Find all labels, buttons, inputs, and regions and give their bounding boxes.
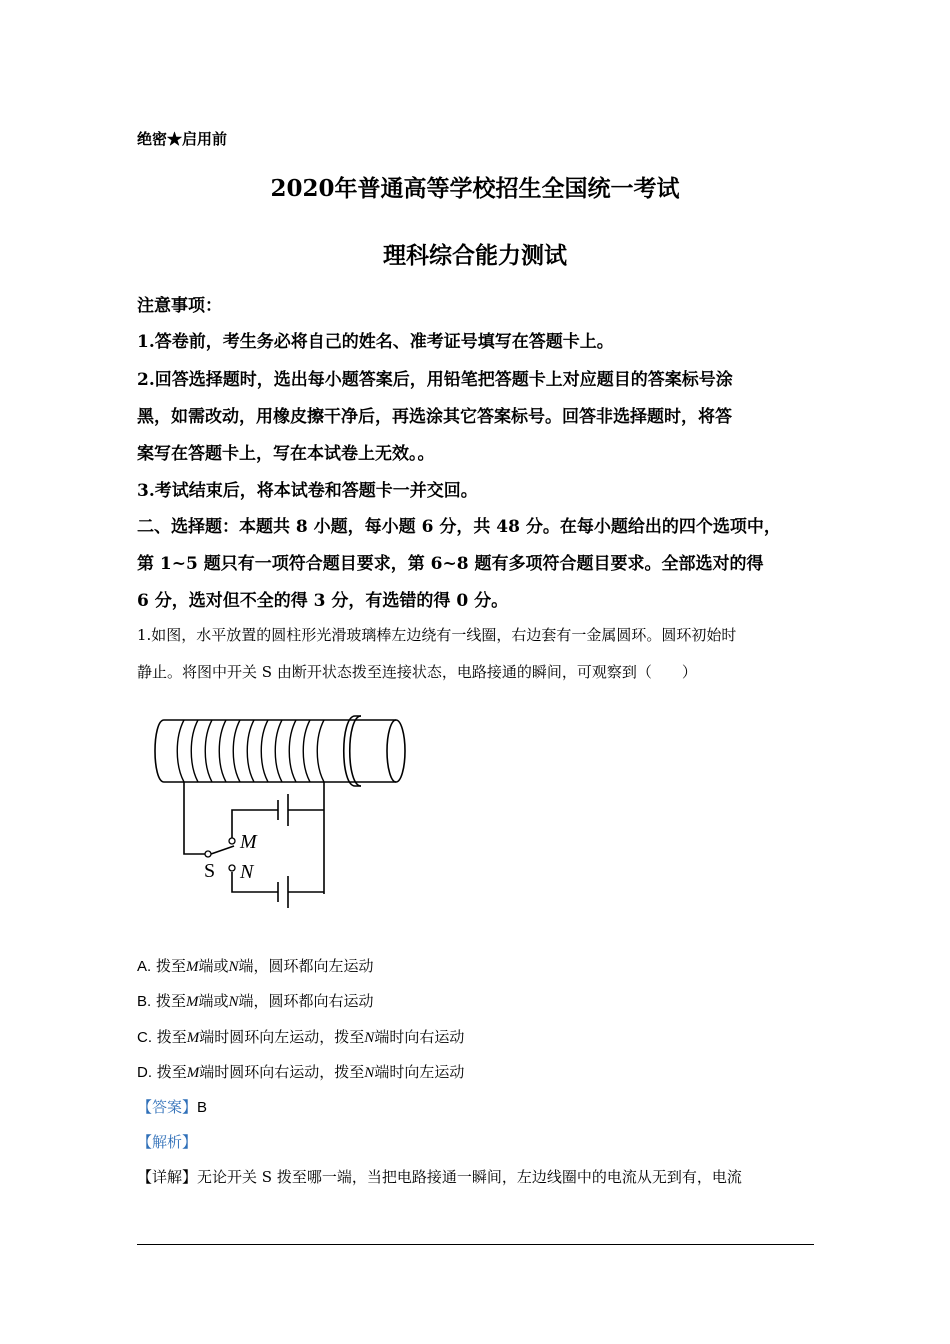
battery-lower xyxy=(278,876,288,908)
confidential-label: 绝密★启用前 xyxy=(137,130,228,148)
option-a xyxy=(137,955,374,976)
option-b-text-3: 端，圆环都向右运动 xyxy=(238,992,374,1010)
section-instruction-line-2: 第 1~5 题只有一项符合题目要求，第 6~8 题有多项符合题目要求。全部选对的得 xyxy=(137,554,764,574)
option-b-text-1: 拨至 xyxy=(151,992,186,1010)
option-d xyxy=(137,1061,464,1082)
glass-rod xyxy=(164,720,396,782)
notes-item-2-line-2: 黑，如需改动，用橡皮擦干净后，再选涂其它答案标号。回答非选择题时，将答 xyxy=(137,407,732,427)
option-d-text-2: 端时圆环向右运动，拨至 xyxy=(199,1063,365,1081)
option-b xyxy=(137,990,374,1011)
answer-tag: 【答案】 xyxy=(137,1098,198,1116)
terminal-n xyxy=(229,865,235,871)
option-a-letter: A. xyxy=(137,958,152,975)
exam-subtitle: 理科综合能力测试 xyxy=(383,242,567,269)
answer-value: B xyxy=(197,1099,208,1116)
terminal-n-label: N xyxy=(240,861,254,883)
switch-blade xyxy=(211,846,234,854)
option-d-var-m: M xyxy=(186,1065,200,1081)
option-c-text-2: 端时圆环向左运动，拨至 xyxy=(199,1028,365,1046)
option-b-text-2: 端或 xyxy=(198,992,229,1010)
exam-title: 2020年普通高等学校招生全国统一考试 xyxy=(270,175,680,202)
option-c-letter: C. xyxy=(137,1029,152,1046)
notes-item-3: 3.考试结束后，将本试卷和答题卡一并交回。 xyxy=(137,481,478,501)
option-a-text-1: 拨至 xyxy=(151,957,186,975)
wire-n-branch xyxy=(232,872,278,892)
option-a-text-2: 端或 xyxy=(198,957,229,975)
metal-ring xyxy=(344,716,361,786)
section-instruction-line-1: 二、选择题：本题共 8 小题，每小题 6 分，共 48 分。在每小题给出的四个选项中， xyxy=(137,517,781,537)
terminal-m xyxy=(229,838,235,844)
coil-windings xyxy=(177,720,324,782)
notes-item-2-line-3: 案写在答题卡上，写在本试卷上无效。。 xyxy=(137,444,435,464)
detail-text: 无论开关 S 拨至哪一端，当把电路接通一瞬间，左边线圈中的电流从无到有，电流 xyxy=(197,1168,742,1186)
option-d-letter: D. xyxy=(137,1064,152,1081)
option-c-text-3: 端时向右运动 xyxy=(374,1028,465,1046)
coil-circuit-figure xyxy=(150,712,415,912)
option-b-var-m: M xyxy=(185,994,199,1010)
analysis-tag: 【解析】 xyxy=(137,1133,198,1151)
notes-heading: 注意事项： xyxy=(137,296,222,316)
wire-left xyxy=(184,782,208,854)
option-b-letter: B. xyxy=(137,993,152,1010)
option-c-text-1: 拨至 xyxy=(152,1028,187,1046)
option-c xyxy=(137,1026,464,1047)
rod-left-end xyxy=(155,720,164,782)
rod-right-end xyxy=(387,720,405,782)
battery-upper xyxy=(278,794,288,826)
option-d-text-1: 拨至 xyxy=(152,1063,187,1081)
notes-item-2-line-1: 2.回答选择题时，选出每小题答案后，用铅笔把答题卡上对应题目的答案标号涂 xyxy=(137,370,733,390)
notes-item-1: 1.答卷前，考生务必将自己的姓名、准考证号填写在答题卡上。 xyxy=(137,332,614,352)
option-a-var-m: M xyxy=(185,959,199,975)
option-a-text-3: 端，圆环都向左运动 xyxy=(238,957,374,975)
terminal-m-label: M xyxy=(240,831,257,853)
footer-divider xyxy=(137,1244,814,1245)
section-instruction-line-3: 6 分，选对但不全的得 3 分，有选错的得 0 分。 xyxy=(137,591,509,611)
detail-line xyxy=(137,1166,742,1187)
question-1-stem-line-1: 1.如图，水平放置的圆柱形光滑玻璃棒左边绕有一线圈，右边套有一金属圆环。圆环初始时 xyxy=(137,626,737,644)
switch-label: S xyxy=(204,860,216,882)
option-d-text-3: 端时向左运动 xyxy=(374,1063,465,1081)
option-c-var-m: M xyxy=(186,1030,200,1046)
option-b-var-n: N xyxy=(228,994,239,1010)
option-d-var-n: N xyxy=(364,1065,375,1081)
question-1-stem-line-2: 静止。将图中开关 S 由断开状态拨至连接状态，电路接通的瞬间，可观察到（ ） xyxy=(137,663,697,681)
option-a-var-n: N xyxy=(228,959,239,975)
answer-line xyxy=(137,1096,207,1117)
detail-tag: 【详解】 xyxy=(137,1168,198,1186)
option-c-var-n: N xyxy=(364,1030,375,1046)
switch-pivot xyxy=(205,851,211,857)
analysis-line xyxy=(137,1131,197,1152)
